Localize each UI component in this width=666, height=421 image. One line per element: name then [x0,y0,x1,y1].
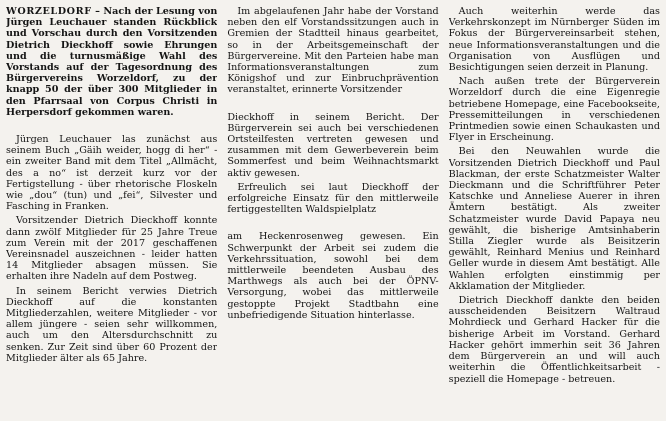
paragraph: Dietrich Dieckhoff dankte den beiden ausscheidenden Beisitzern Waltraud Mohrdieck und Gerhard Hacker für die bisherige Arbeit im Vorstand. Gerhard Hacker gehört immerhin seit 36 Jahren dem Bürgerverein an und will auch weiterhin die Öffentlichkeitsarbeit - speziell die Homepage - betreuen. [448,295,660,385]
article-columns [6,6,660,417]
dateline: WORZELDORF [6,6,92,17]
paragraph: Nach außen trete der Bürgerverein Worzeldorf durch die eine Eigenregie betriebene Homepage, eine Facebookseite, Pressemitteilungen in verschiedenen Printmedien sowie einen Schaukasten und Flyer in Erscheinung. [448,76,660,144]
paragraph: Bei den Neuwahlen wurde die Vorsitzenden Dietrich Dieckhoff und Paul Blackman, der erste Schatzmeister Walter Dieckmann und die Schriftführer Peter Katschke und Anneliese Auerer in ihren Ämtern bestätigt. Als zweiter Schatzmeister wurde David Papaya neu gewählt, die bisherige Amtsinhaberin Stilla Ziegler wurde als Beisitzerin gewählt, Reinhard Menius und Reinhard Geller wurde in diesem Amt bestätigt. Alle Wahlen erfolgten einstimmig per Akklamation der Mitglieder. [448,146,660,292]
column-2 [227,6,438,417]
paragraph: Vorsitzender Dietrich Dieckhoff konnte dann zwölf Mitglieder für 25 Jahre Treue zum Verein mit der 2017 geschaffenen Vereinsnadel auszeichnen - leider hatten 14 Mitglieder absagen müssen. Sie erhalten ihre Nadeln auf dem Postweg. [6,215,218,283]
paragraph: Jürgen Leuchauer las zunächst aus seinem Buch „Gäih weider, hogg di her“ - ein zweiter Band mit dem Titel „Allmächt, des a no“ ist derzeit kurz vor der Fertigstellung - über rhetorische Floskeln wie „dou“ (tun) und „fei“, Silvester und Fasching in Franken. [6,134,218,213]
paragraph: Dieckhoff in seinem Bericht. Der Bürgerverein sei auch bei verschiedenen Ortsteilfesten vertreten gewesen und zusammen mit dem Gewerbeverein beim Sommerfest und beim Weihnachtsmarkt aktiv gewesen. [227,111,439,179]
column-3 [449,6,660,417]
lead-paragraph [6,6,217,118]
paragraph: Erfreulich sei laut Dieckhoff der erfolgreiche Einsatz für den mittlerweile fertiggestellten Waldspielplatz [227,181,439,216]
paragraph: Im abgelaufenen Jahr habe der Vorstand neben den elf Vorstandssitzungen auch in Gremien der Stadtteil hinaus gearbeitet, so in der Arbeitsgemeinschaft der Bürgervereine. Mit den Parteien habe man Informationsveranstaltungen zum Königshof und zur Einbruchprävention veranstaltet, erinnerte Vorsitzender [227,6,439,96]
paragraph: In seinem Bericht verwies Dietrich Dieckhoff auf die konstanten Mitgliederzahlen, weitere Mitglieder - vor allem jüngere - seien sehr willkommen, auch um den Altersdurchschnitt zu senken. Zur Zeit sind über 60 Prozent der Mitglieder älter als 65 Jahre. [6,285,218,364]
lead-text: – Nach der Lesung von Jürgen Leuchauer standen Rückblick und Vorschau durch den Vorsitzenden Dietrich Dieckhoff sowie Ehrungen und die turnusmäßige Wahl des Vorstands auf der Tagesordnung des Bürgervereins Worzeldorf, zu der knapp 50 der über 300 Mitglieder in den Pfarrsaal von Corpus Christi in Herpersdorf gekommen waren. [6,6,218,118]
column-1 [6,6,217,417]
paragraph: Auch weiterhin werde das Verkehrskonzept im Nürnberger Süden im Fokus der Bürgervereinsarbeit stehen, neue Informationsveranstaltungen und die Organisation von Ausflügen und Besichtigungen seien derzeit in Planung. [448,6,660,74]
paragraph: am Heckenrosenweg gewesen. Ein Schwerpunkt der Arbeit sei zudem die Verkehrssituation, sowohl bei dem mittlerweile beendeten Ausbau des Marthwegs als auch bei der ÖPNV-Versorgung, wobei das mittlerweile gestoppte Projekt Stadtbahn eine unbefriedigende Situation hinterlasse. [227,231,439,321]
